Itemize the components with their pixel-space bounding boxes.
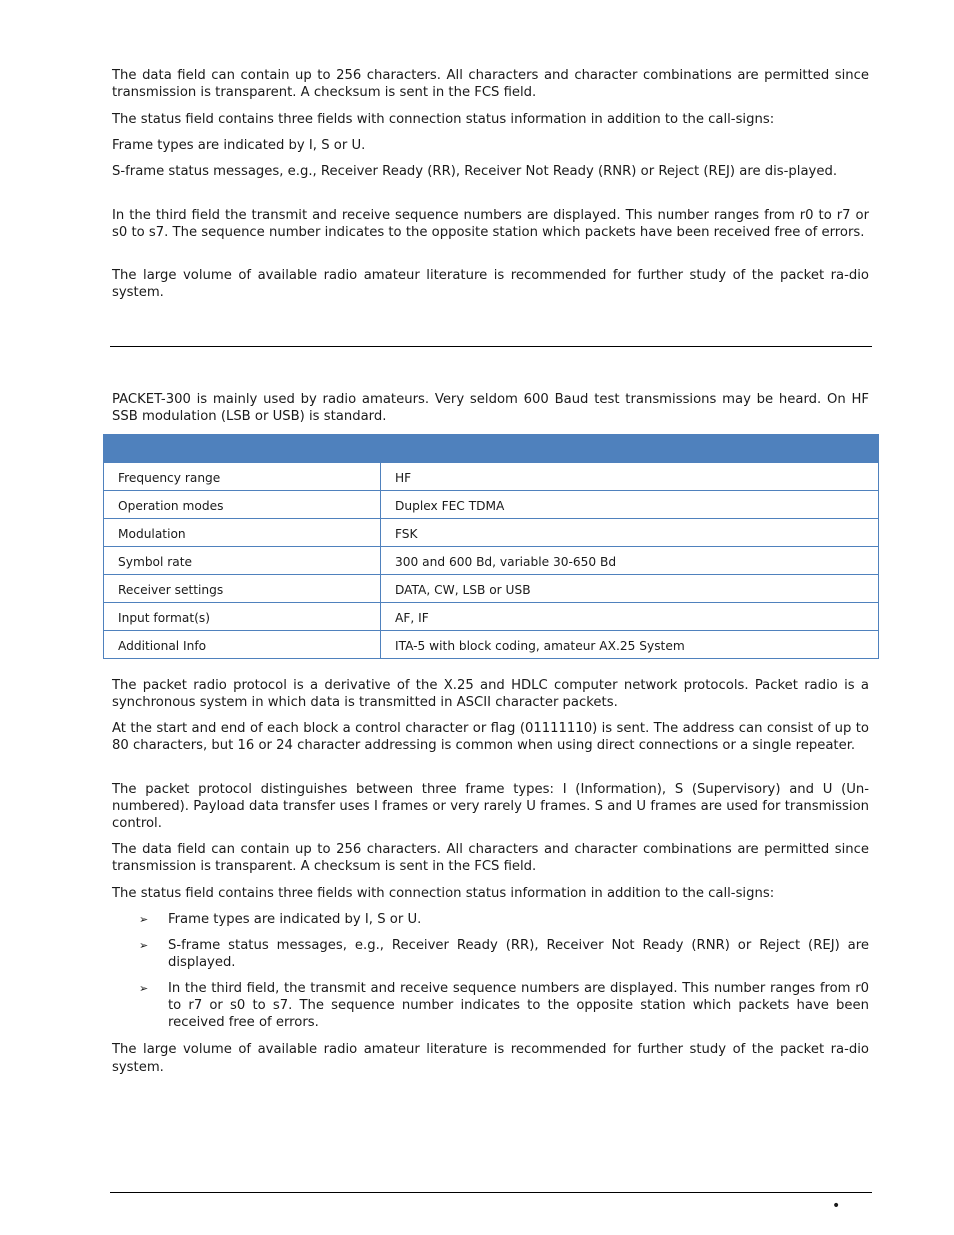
paragraph-frame-types-detail: The packet protocol distinguishes between three frame types: I (Information), S (Supervisory) and U (Un-numbered). Payload data transfer uses I frames or very rarely U frames. S and U frames are used for transmission control.: [112, 782, 869, 831]
paragraph-third-field: In the third field the transmit and receive sequence numbers are displayed. This number ranges from r0 to r7 or s0 to s7. The sequence number indicates to the opposite station which packets have been received free of errors.: [112, 208, 869, 240]
list-item: [139, 937, 869, 971]
table-row: [104, 631, 879, 659]
list-item-text: In the third field, the transmit and receive sequence numbers are displayed. This number ranges from r0 to r7 or s0 to s7. The sequence number indicates to the opposite station which packets have been received free of errors.: [168, 981, 869, 1030]
list-item-text: Frame types are indicated by I, S or U.: [168, 912, 422, 927]
paragraph-frame-types: Frame types are indicated by I, S or U.: [112, 138, 366, 153]
list-item: [139, 911, 869, 928]
list-item-text: S-frame status messages, e.g., Receiver Ready (RR), Receiver Not Ready (RNR) or Reject (REJ) are displayed.: [168, 938, 869, 970]
arrow-bullet-icon: ➢: [139, 939, 149, 952]
row-value: DATA, CW, LSB or USB: [381, 575, 879, 603]
paragraph-status-field-2: The status field contains three fields with connection status information in addition to the call-signs:: [112, 886, 775, 901]
table-row: [104, 603, 879, 631]
table-row: [104, 491, 879, 519]
footer-bullet: •: [832, 1198, 841, 1214]
footer-divider: [110, 1192, 872, 1193]
paragraph-s-frame: S-frame status messages, e.g., Receiver Ready (RR), Receiver Not Ready (RNR) or Reject (REJ) are dis-played.: [112, 164, 838, 179]
row-value: FSK: [381, 519, 879, 547]
row-label: Input format(s): [104, 603, 381, 631]
parameters-table: [103, 434, 879, 659]
table-row: [104, 575, 879, 603]
table-row: [104, 463, 879, 491]
row-value: ITA-5 with block coding, amateur AX.25 System: [381, 631, 879, 659]
paragraph-intro: PACKET-300 is mainly used by radio amateurs. Very seldom 600 Baud test transmissions may be heard. On HF SSB modulation (LSB or USB) is standard.: [112, 392, 869, 424]
arrow-bullet-icon: ➢: [139, 982, 149, 995]
row-label: Operation modes: [104, 491, 381, 519]
table-row: [104, 547, 879, 575]
paragraph-literature-2: The large volume of available radio amateur literature is recommended for further study of the packet ra-dio system.: [112, 1042, 869, 1075]
row-value: AF, IF: [381, 603, 879, 631]
list-item: [139, 980, 869, 1031]
paragraph-protocol: The packet radio protocol is a derivative of the X.25 and HDLC computer network protocols. Packet radio is a synchronous system in which data is transmitted in ASCII character packets.: [112, 678, 869, 710]
row-label: Symbol rate: [104, 547, 381, 575]
row-value: Duplex FEC TDMA: [381, 491, 879, 519]
frame-info-list: [139, 911, 869, 1031]
arrow-bullet-icon: ➢: [139, 913, 149, 926]
paragraph-status-field: The status field contains three fields with connection status information in addition to the call-signs:: [112, 112, 775, 127]
row-label: Receiver settings: [104, 575, 381, 603]
section-divider: [110, 346, 872, 347]
row-value: 300 and 600 Bd, variable 30-650 Bd: [381, 547, 879, 575]
row-label: Modulation: [104, 519, 381, 547]
paragraph-data-field-2: The data field can contain up to 256 characters. All characters and character combinations are permitted since transmission is transparent. A checksum is sent in the FCS field.: [112, 842, 869, 874]
table-header-bar: [104, 435, 879, 463]
paragraph-literature: The large volume of available radio amateur literature is recommended for further study of the packet ra-dio system.: [112, 268, 869, 300]
table-row: [104, 519, 879, 547]
paragraph-flag: At the start and end of each block a control character or flag (01111110) is sent. The address can consist of up to 80 characters, but 16 or 24 character addressing is common when using direct connections or a single repeater.: [112, 721, 869, 753]
row-label: Additional Info: [104, 631, 381, 659]
row-value: HF: [381, 463, 879, 491]
row-label: Frequency range: [104, 463, 381, 491]
paragraph-data-field: The data field can contain up to 256 characters. All characters and character combinations are permitted since transmission is transparent. A checksum is sent in the FCS field.: [112, 68, 869, 100]
